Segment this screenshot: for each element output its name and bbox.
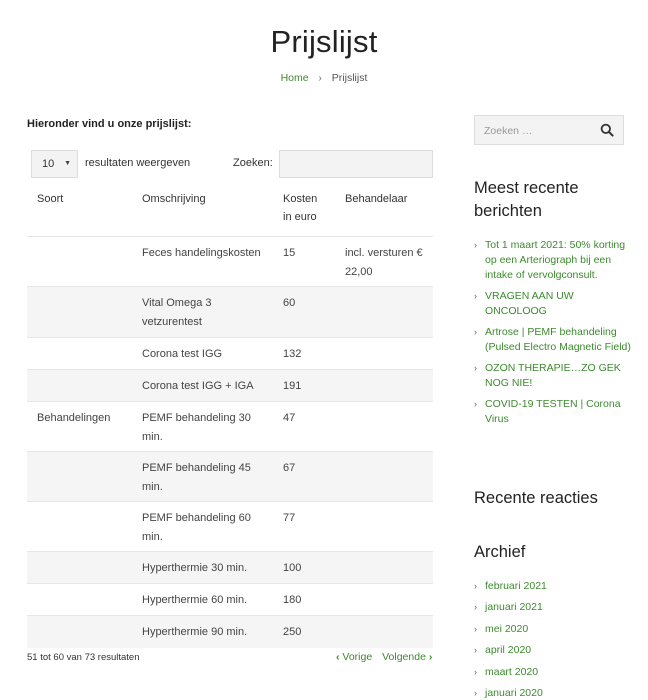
table-search-input[interactable] — [279, 150, 433, 178]
list-item[interactable] — [474, 579, 634, 594]
cell-kosten: 67 — [273, 452, 335, 502]
cell-behandelaar: incl. versturen € 22,00 — [335, 237, 433, 287]
results-length-value: 10 — [42, 158, 55, 170]
chevron-right-icon: › — [474, 666, 477, 677]
list-item[interactable] — [474, 622, 634, 637]
cell-behandelaar — [335, 287, 433, 338]
cell-behandelaar — [335, 616, 433, 648]
archive-link[interactable]: februari 2021 — [485, 580, 547, 592]
search-icon[interactable] — [600, 123, 614, 142]
chevron-right-icon: › — [474, 581, 477, 591]
cell-behandelaar — [335, 370, 433, 402]
cell-behandelaar — [335, 502, 433, 552]
page-title: Prijslijst — [270, 24, 378, 59]
chevron-right-icon: › — [474, 602, 477, 613]
table-header-row — [27, 180, 433, 237]
cell-kosten: 180 — [273, 584, 335, 616]
next-page-button[interactable] — [382, 651, 432, 663]
table-row — [27, 370, 433, 402]
intro-text: Hieronder vind u onze prijslijst: — [27, 118, 192, 130]
recent-post-link[interactable]: VRAGEN AAN UW ONCOLOOG — [485, 289, 574, 317]
cell-soort: Behandelingen — [27, 402, 132, 452]
recent-posts-title: Meest recente berichten — [474, 179, 579, 220]
cell-kosten: 191 — [273, 370, 335, 402]
cell-kosten: 250 — [273, 616, 335, 648]
column-header-omschrijving[interactable]: Omschrijving — [142, 193, 206, 205]
chevron-right-icon: › — [474, 687, 477, 698]
table-row — [27, 338, 433, 370]
pagination-info: 51 tot 60 van 73 resultaten — [27, 652, 140, 663]
list-item[interactable] — [474, 686, 634, 700]
chevron-right-icon: › — [474, 363, 477, 374]
cell-kosten: 77 — [273, 502, 335, 552]
recent-post-link[interactable]: COVID-19 TESTEN | Corona Virus — [485, 398, 621, 425]
cell-soort — [27, 502, 132, 552]
sidebar-search-placeholder: Zoeken … — [484, 125, 533, 137]
sidebar-search-input[interactable] — [474, 115, 624, 145]
cell-kosten: 100 — [273, 552, 335, 584]
cell-kosten: 132 — [273, 338, 335, 370]
table-search-label: Zoeken: — [233, 157, 273, 169]
chevron-right-icon: › — [474, 399, 477, 410]
cell-behandelaar — [335, 584, 433, 616]
list-item[interactable] — [474, 643, 634, 658]
table-row — [27, 616, 433, 648]
table-row — [27, 402, 433, 452]
breadcrumb-home-link[interactable]: Home — [280, 72, 309, 84]
table-row — [27, 237, 433, 287]
recent-comments-title: Recente reacties — [474, 489, 598, 507]
cell-omschrijving: PEMF behandeling 30 min. — [132, 402, 273, 452]
archive-link[interactable]: januari 2020 — [485, 686, 543, 699]
archive-list — [474, 579, 634, 700]
column-header-soort[interactable]: Soort — [37, 193, 64, 205]
recent-posts-list — [474, 238, 634, 433]
results-length-select[interactable] — [31, 150, 78, 178]
cell-behandelaar — [335, 402, 433, 452]
column-header-behandelaar[interactable]: Behandelaar — [345, 193, 408, 205]
cell-soort — [27, 616, 132, 648]
chevron-right-icon: › — [474, 645, 477, 656]
cell-soort — [27, 552, 132, 584]
cell-soort — [27, 452, 132, 502]
recent-post-link[interactable]: OZON THERAPIE…ZO GEK NOG NIE! — [485, 362, 621, 389]
archive-link[interactable]: april 2020 — [485, 644, 532, 657]
dropdown-arrow-icon: ▼ — [64, 160, 71, 167]
breadcrumb — [0, 72, 648, 84]
cell-kosten: 47 — [273, 402, 335, 452]
list-item[interactable] — [474, 665, 634, 680]
cell-omschrijving: Hyperthermie 60 min. — [132, 584, 273, 616]
cell-omschrijving: Feces handelingskosten — [132, 237, 273, 287]
cell-soort — [27, 237, 132, 287]
archive-link[interactable]: mei 2020 — [485, 622, 529, 635]
previous-label: Vorige — [342, 651, 373, 663]
chevron-left-icon: ‹ — [336, 651, 340, 663]
cell-omschrijving: Vital Omega 3 vetzurentest — [132, 287, 273, 338]
chevron-right-icon: › — [474, 326, 477, 337]
cell-kosten: 60 — [273, 287, 335, 338]
chevron-right-icon: › — [428, 651, 433, 663]
cell-omschrijving: Corona test IGG + IGA — [132, 370, 273, 402]
pagination — [336, 651, 439, 663]
archive-link[interactable]: maart 2020 — [485, 665, 539, 678]
recent-post-link[interactable]: Tot 1 maart 2021: 50% korting op een Arteriograph bij een intake of vervolgconsult. — [485, 239, 626, 281]
breadcrumb-separator-icon: › — [318, 73, 322, 84]
table-row — [27, 584, 433, 616]
table-row — [27, 552, 433, 584]
chevron-right-icon: › — [474, 240, 477, 250]
cell-omschrijving: Corona test IGG — [132, 338, 273, 370]
price-table — [27, 180, 433, 648]
cell-kosten: 15 — [273, 237, 335, 287]
table-row — [27, 502, 433, 552]
archive-title: Archief — [474, 543, 526, 561]
breadcrumb-current: Prijslijst — [331, 72, 368, 84]
list-item[interactable] — [474, 325, 634, 355]
previous-page-button[interactable] — [336, 651, 372, 663]
results-length-label: resultaten weergeven — [85, 157, 191, 169]
archive-link[interactable]: januari 2021 — [485, 601, 543, 614]
list-item[interactable] — [474, 600, 634, 615]
cell-behandelaar — [335, 338, 433, 370]
recent-post-link[interactable]: Artrose | PEMF behandeling (Pulsed Electro Magnetic Field) — [485, 325, 631, 353]
list-item[interactable] — [474, 397, 634, 427]
table-row — [27, 452, 433, 502]
cell-soort — [27, 584, 132, 616]
list-item[interactable] — [474, 361, 634, 391]
list-item[interactable] — [474, 238, 634, 282]
table-row — [27, 287, 433, 338]
cell-omschrijving: Hyperthermie 90 min. — [132, 616, 273, 648]
chevron-right-icon: › — [474, 623, 477, 634]
table-controls — [31, 150, 433, 178]
cell-behandelaar — [335, 452, 433, 502]
cell-soort — [27, 287, 132, 338]
chevron-right-icon: › — [474, 290, 477, 301]
cell-omschrijving: Hyperthermie 30 min. — [132, 552, 273, 584]
cell-omschrijving: PEMF behandeling 45 min. — [132, 452, 273, 502]
cell-soort — [27, 370, 132, 402]
cell-soort — [27, 338, 132, 370]
cell-omschrijving: PEMF behandeling 60 min. — [132, 502, 273, 552]
list-item[interactable] — [474, 289, 634, 319]
column-header-kosten[interactable]: Kosten in euro — [283, 193, 318, 223]
cell-behandelaar — [335, 552, 433, 584]
next-label: Volgende — [382, 651, 426, 663]
